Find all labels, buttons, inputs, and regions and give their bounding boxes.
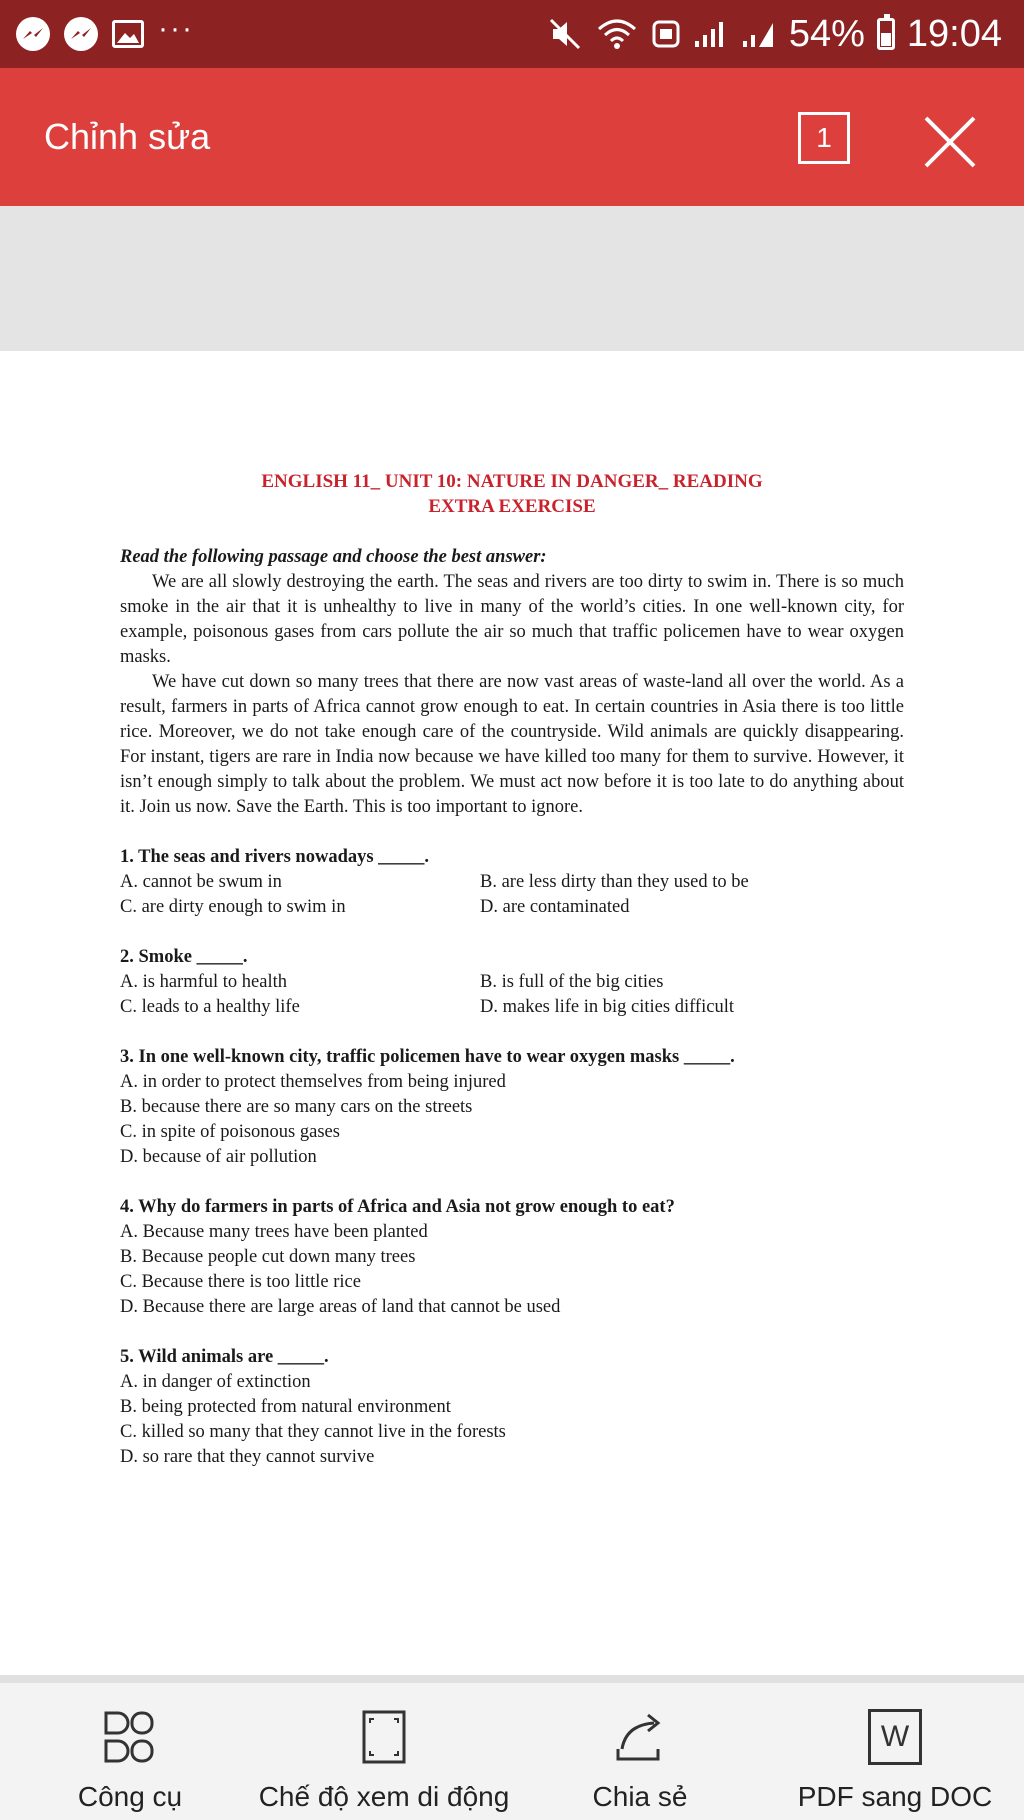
tools-button[interactable]: [60, 1683, 200, 1820]
word-glyph: W: [880, 1720, 910, 1753]
question-2: [120, 945, 904, 1020]
title-line-2: EXTRA EXERCISE: [428, 496, 596, 517]
option: B. are less dirty than they used to be: [480, 872, 749, 892]
option: C. in spite of poisonous gases: [120, 1122, 340, 1142]
question-text: 2. Smoke _____.: [120, 947, 248, 967]
question-5: [120, 1345, 904, 1470]
app-bar: [0, 68, 1024, 206]
status-bar: [0, 0, 1024, 68]
passage-paragraph-2: We have cut down so many trees that there are now vast areas of waste-land all over the world. As a result, farmers in parts of Africa cannot grow enough to eat. In certain countries in Asia there is too little rice. Moreover, we do not take enough care of the countryside. Wild animals are quickly disappearing. For instant, tigers are rare in India now because we have killed too many for them to survive. However, it isn’t enough simply to talk about the problem. We must act now before it is too late to do anything about it. Join us now. Save the Earth. This is too important to ignore.: [120, 672, 904, 817]
signal-icon: [693, 19, 729, 49]
option: B. Because people cut down many trees: [120, 1247, 416, 1267]
question-3: [120, 1045, 904, 1170]
battery-icon: [877, 18, 895, 50]
page-gap: [0, 206, 1024, 351]
question-text: 3. In one well-known city, traffic policemen have to wear oxygen masks _____.: [120, 1047, 735, 1067]
pdf-to-doc-label: PDF sang DOC: [797, 1781, 993, 1812]
question-text: 1. The seas and rivers nowadays _____.: [120, 847, 430, 867]
pdf-to-doc-button[interactable]: [790, 1683, 1000, 1820]
question-4: [120, 1195, 904, 1320]
notification-icons: [16, 12, 208, 51]
document-body: [120, 545, 904, 1470]
bottom-toolbar: [0, 1675, 1024, 1820]
clock: 19:04: [906, 12, 1002, 55]
question-1: [120, 845, 904, 920]
wifi-icon: [595, 17, 639, 51]
document-page[interactable]: [0, 351, 1024, 1675]
system-icons: [535, 13, 1002, 56]
option: D. are contaminated: [480, 897, 630, 917]
battery-percentage: 54%: [788, 12, 865, 55]
mobile-view-label: Chế độ xem di động: [258, 1781, 510, 1812]
option: C. Because there is too little rice: [120, 1272, 361, 1292]
option: B. is full of the big cities: [480, 972, 664, 992]
tools-icon: [102, 1709, 158, 1765]
passage-paragraph-1: We are all slowly destroying the earth. The seas and rivers are too dirty to swim in. There is so much smoke in the air that it is unhealthy to live in many of the world’s cities. In one well-known city, for example, poisonous gases from cars pollute the air so much that traffic policemen have to wear oxygen masks.: [120, 572, 904, 667]
option: C. killed so many that they cannot live in the forests: [120, 1422, 506, 1442]
gallery-icon: [112, 20, 144, 48]
word-doc-icon: [868, 1709, 922, 1765]
document-title: [120, 469, 904, 519]
option: A. Because many trees have been planted: [120, 1222, 428, 1242]
mute-icon: [547, 17, 583, 51]
tools-label: Công cụ: [77, 1781, 183, 1812]
hd-icon: [651, 17, 681, 51]
option: D. Because there are large areas of land that cannot be used: [120, 1297, 561, 1317]
option: D. makes life in big cities difficult: [480, 997, 734, 1017]
option: A. in order to protect themselves from being injured: [120, 1072, 506, 1092]
share-button[interactable]: [570, 1683, 710, 1820]
messenger-icon: [16, 17, 50, 51]
option: A. in danger of extinction: [120, 1372, 311, 1392]
option: A. is harmful to health: [120, 972, 287, 992]
signal-icon: [741, 19, 777, 49]
close-icon[interactable]: [920, 112, 980, 172]
edit-title[interactable]: Chỉnh sửa: [44, 116, 211, 157]
page-count-button[interactable]: 1: [798, 112, 850, 164]
title-line-1: ENGLISH 11_ UNIT 10: NATURE IN DANGER_ READING: [261, 471, 763, 492]
option: B. being protected from natural environment: [120, 1397, 451, 1417]
mobile-view-icon: [360, 1709, 408, 1765]
instruction: Read the following passage and choose the best answer:: [120, 547, 547, 567]
more-dots-icon: ···: [158, 12, 194, 45]
option: B. because there are so many cars on the streets: [120, 1097, 473, 1117]
messenger-icon: [64, 17, 98, 51]
question-text: 5. Wild animals are _____.: [120, 1347, 329, 1367]
share-label: Chia sẻ: [592, 1781, 688, 1812]
mobile-view-button[interactable]: [252, 1683, 516, 1820]
question-text: 4. Why do farmers in parts of Africa and Asia not grow enough to eat?: [120, 1197, 675, 1217]
option: C. are dirty enough to swim in: [120, 897, 346, 917]
option: D. because of air pollution: [120, 1147, 317, 1167]
option: A. cannot be swum in: [120, 872, 282, 892]
option: C. leads to a healthy life: [120, 997, 300, 1017]
share-icon: [610, 1709, 670, 1765]
option: D. so rare that they cannot survive: [120, 1447, 375, 1467]
